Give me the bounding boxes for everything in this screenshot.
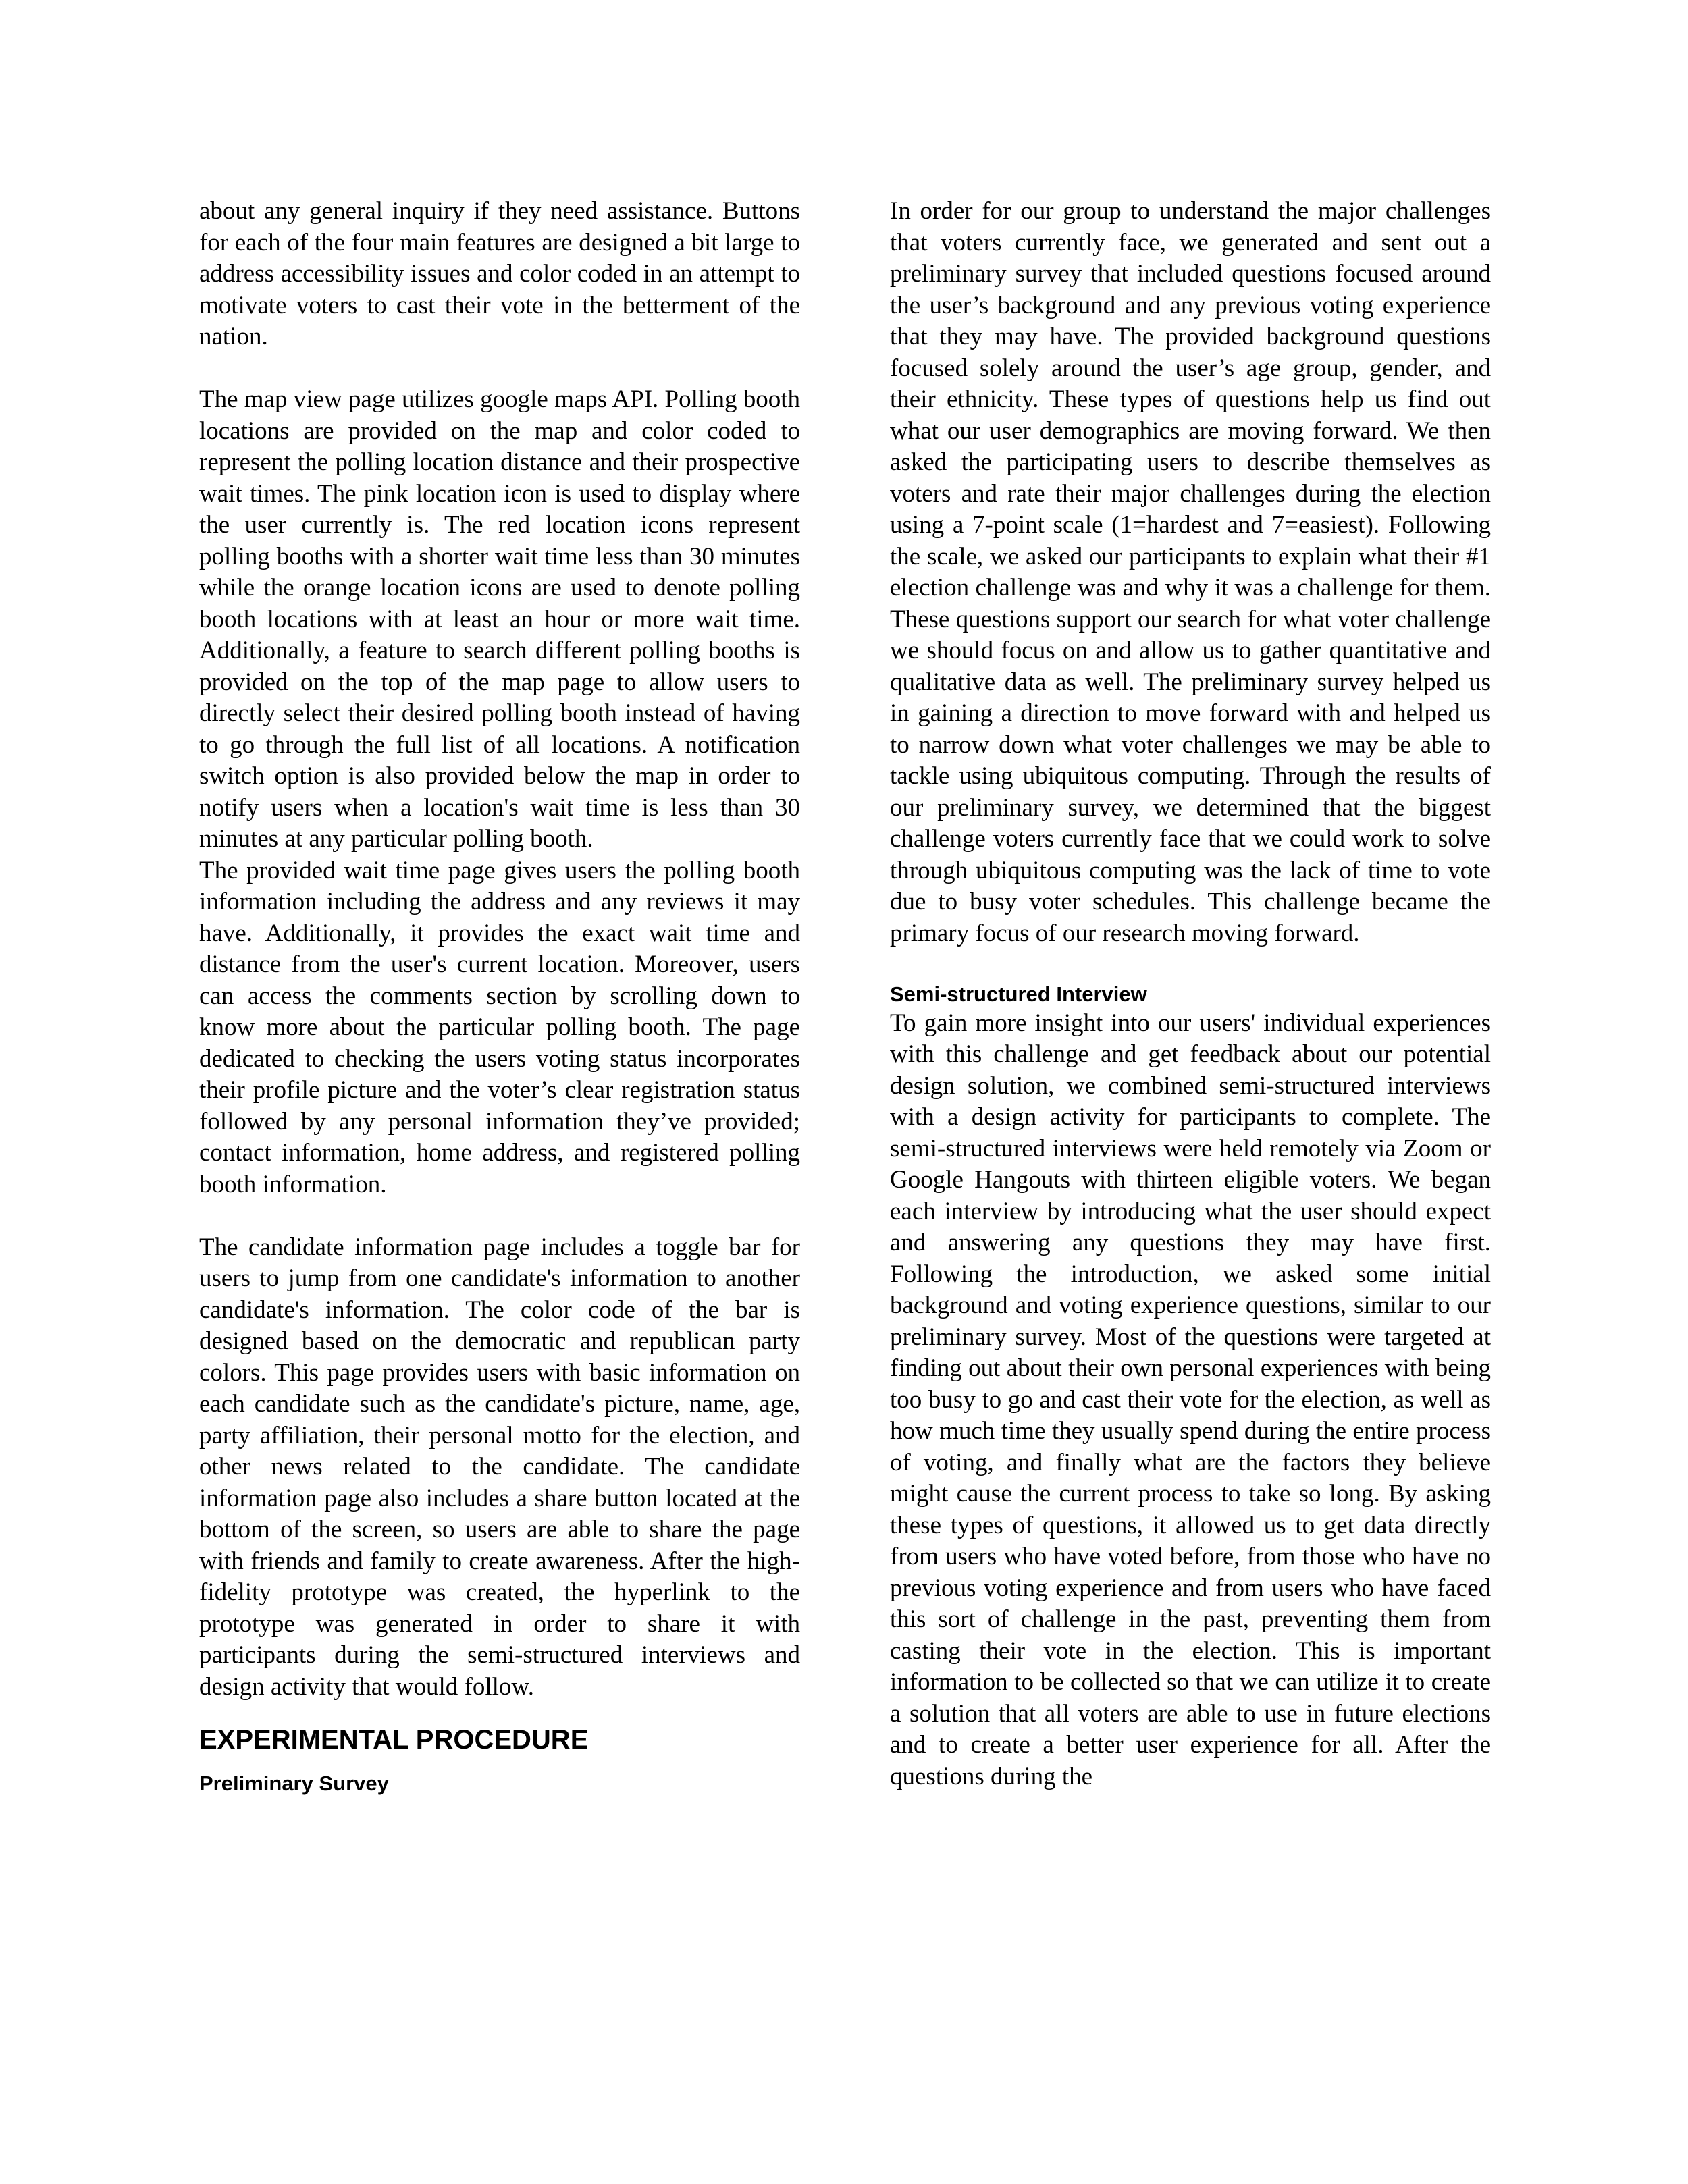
paragraph-spacer [890,949,1491,981]
paragraph-preliminary-survey: In order for our group to understand the major challenges that voters currently face, we generated and sent out a preliminary survey that included questions focused around the user’s background and any previous voting experience that they may have. The provided background questions focused solely around the user’s age group, gender, and their ethnicity. These types of questions help us find out what our user demographics are moving forward. We then asked the participating users to describe themselves as voters and rate their major challenges during the election using a 7-point scale (1=hardest and 7=easiest). Following the scale, we asked our participants to explain what their #1 election challenge was and why it was a challenge for them. These questions support our search for what voter challenge we should focus on and allow us to gather quantitative and qualitative data as well. The preliminary survey helped us in gaining a direction to move forward with and helped us to narrow down what voter challenges we may be able to tackle using ubiquitous computing. Through the results of our preliminary survey, we determined that the biggest challenge voters currently face that we could work to solve through ubiquitous computing was the lack of time to vote due to busy voter schedules. This challenge became the primary focus of our research moving forward. [890,197,1491,947]
paragraph-map-view: The map view page utilizes google maps API. Polling booth locations are provided on the map and color coded to represent the polling location distance and their prospective wait times. The pink location icon is used to display where the user currently is. The red location icons represent polling booths with a shorter wait time less than 30 minutes while the orange location icons are used to denote polling booth locations with at least an hour or more wait time. Additionally, a feature to search different polling booths is provided on the top of the map page to allow users to directly select their desired polling booth instead of having to go through the full list of all locations. A notification switch option is also provided below the map in order to notify users when a location's wait time is less than 30 minutes at any particular polling booth. [199,385,800,853]
paragraph-spacer [199,353,800,385]
left-column [199,196,800,1797]
subsection-heading-semi-structured-interview: Semi-structured Interview [890,982,1147,1006]
subsection-heading-preliminary-survey: Preliminary Survey [199,1772,389,1795]
paragraph-wait-time: The provided wait time page gives users the polling booth information including the address and any reviews it may have. Additionally, it provides the exact wait time and distance from the user's current location. Moreover, users can access the comments section by scrolling down to know more about the particular polling booth. The page dedicated to checking the users voting status incorporates their profile picture and the voter’s clear registration status followed by any personal information they’ve provided; contact information, home address, and registered polling booth information. [199,856,800,1198]
section-heading-experimental-procedure: EXPERIMENTAL PROCEDURE [199,1725,589,1755]
paragraph-candidate-info: The candidate information page includes a toggle bar for users to jump from one candidate's information to another candidate's information. The color code of the bar is designed based on the democratic and republican party colors. This page provides users with basic information on each candidate such as the candidate's picture, name, age, party affiliation, their personal motto for the election, and other news related to the candidate. The candidate information page also includes a share button located at the bottom of the screen, so users are able to share the page with friends and family to create awareness. After the high-fidelity prototype was created, the hyperlink to the prototype was generated in order to share it with participants during the semi-structured interviews and design activity that would follow. [199,1233,800,1701]
paragraph-spacer [199,1200,800,1232]
paragraph-general-inquiry: about any general inquiry if they need assistance. Buttons for each of the four main features are designed a bit large to address accessibility issues and color coded in an attempt to motivate voters to cast their vote in the betterment of the nation. [199,197,800,350]
right-column [890,196,1491,1792]
paragraph-semi-structured-interview: To gain more insight into our users' individual experiences with this challenge and get feedback about our potential design solution, we combined semi-structured interviews with a design activity for participants to complete. The semi-structured interviews were held remotely via Zoom or Google Hangouts with thirteen eligible voters. We began each interview by introducing what the user should expect and answering any questions they may have first. Following the introduction, we asked some initial background and voting experience questions, similar to our preliminary survey. Most of the questions were targeted at finding out about their own personal experiences with being too busy to go and cast their vote for the election, as well as how much time they usually spend during the entire process of voting, and finally what are the factors they believe might cause the current process to take so long. By asking these types of questions, it allowed us to get data directly from users who have voted before, from those who have no previous voting experience and from users who have faced this sort of challenge in the past, preventing them from casting their vote in the election. This is important information to be collected so that we can utilize it to create a solution that all voters are able to use in future elections and to create a better user experience for all. After the questions during the [890,1009,1491,1790]
